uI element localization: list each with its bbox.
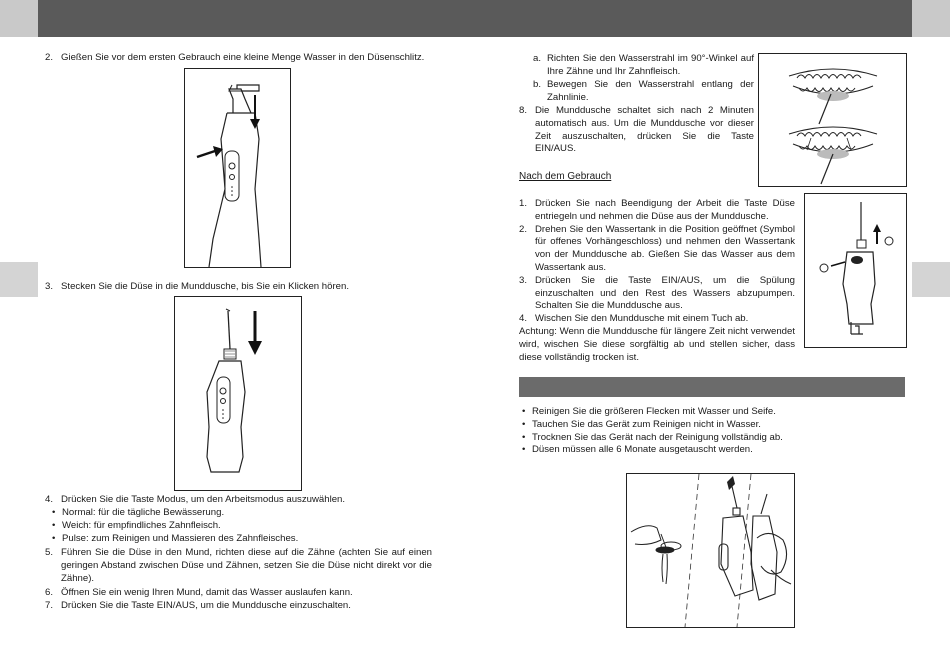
- figure-fill-water: [184, 68, 291, 268]
- after-step-4: 4. Wischen Sie den Munddusche mit einem Tuch ab.: [519, 313, 749, 325]
- after-step-1: 1. Drücken Sie nach Beendigung der Arbeit die Taste Düse entriegeln und nehmen die Düse aus der Munddusche.: [519, 198, 795, 222]
- mode-soft: • Weich: für empfindliches Zahnfleisch.: [52, 519, 221, 531]
- cleaning-item-3: • Trocknen Sie das Gerät nach der Reinigung vollständig ab.: [522, 431, 783, 443]
- step-7: 7. Drücken Sie die Taste EIN/AUS, um die Munddusche einzuschalten.: [45, 600, 351, 611]
- after-step-3: 3. Drücken Sie die Taste EIN/AUS, um die Spülung einzuschalten und den Rest des Wassers abzupumpen. Schalten Sie die Munddusche aus.: [519, 274, 795, 312]
- figure-teeth-jet: [758, 53, 907, 187]
- step-4: 4. Drücken Sie die Taste Modus, um den Arbeitsmodus auszuwählen.: [45, 494, 346, 505]
- cleaning-section-bar: [519, 377, 905, 397]
- figure-insert-nozzle: [174, 296, 302, 491]
- cleaning-item-2: • Tauchen Sie das Gerät zum Reinigen nicht in Wasser.: [522, 418, 761, 430]
- substep-a: a. Richten Sie den Wasserstrahl im 90°-Winkel auf Ihre Zähne und Ihr Zahnfleisch.: [533, 53, 754, 77]
- cleaning-item-1: • Reinigen Sie die größeren Flecken mit Wasser und Seife.: [522, 406, 776, 417]
- after-use-steps: [519, 198, 795, 364]
- mode-normal: • Normal: für die tägliche Bewässerung.: [52, 507, 225, 518]
- after-use-heading: Nach dem Gebrauch: [519, 171, 612, 182]
- side-tab-left: [0, 262, 38, 297]
- mode-pulse: • Pulse: zum Reinigen und Massieren des Zahnfleisches.: [52, 532, 299, 544]
- step-6: 6. Öffnen Sie ein wenig Ihren Mund, damit das Wasser auslaufen kann.: [45, 587, 353, 598]
- step-8: 8. Die Munddusche schaltet sich nach 2 Minuten automatisch aus. Um die Munddusche vor dieser Zeit auszuschalten, drücken Sie die Taste EIN/AUS.: [519, 105, 754, 155]
- device-release-illustration: [805, 194, 906, 347]
- figure-remove-nozzle: [804, 193, 907, 348]
- step-3: 3. Stecken Sie die Düse in die Munddusche, bis Sie ein Klicken hören.: [45, 281, 349, 292]
- mode-list: [52, 507, 432, 545]
- cleaning-list: [522, 406, 902, 457]
- caution-text: Achtung: Wenn die Munddusche für längere Zeit nicht verwendet wird, wischen Sie diese sorgfältig ab und stellen sicher, dass diese vollständig trocken ist.: [519, 325, 795, 363]
- figure-cleaning: [626, 473, 795, 628]
- step-5: 5. Führen Sie die Düse in den Mund, richten diese auf die Zähne (achten Sie auf einen geringen Abstand zwischen Düse und Zähnen, setzen Sie die Düse nicht direkt vor die Zähne).: [45, 547, 432, 584]
- header-cap-right: [912, 0, 950, 37]
- cleaning-item-4: • Düsen müssen alle 6 Monate ausgetauscht werden.: [522, 444, 753, 456]
- teeth-illustration: [759, 54, 906, 186]
- after-step-2: 2. Drehen Sie den Wassertank in die Position geöffnet (Symbol für offenes Vorhängeschloss) und nehmen den Wassertank von der Munddusche ab. Gießen Sie das Wasser aus dem Wassertank aus.: [519, 223, 795, 273]
- step-2: 2. Gießen Sie vor dem ersten Gebrauch eine kleine Menge Wasser in den Düsenschlitz.: [45, 52, 425, 63]
- header-cap-left: [0, 0, 38, 37]
- device-nozzle-illustration: [175, 297, 301, 490]
- device-fill-illustration: [185, 69, 290, 267]
- page-header-bar: [0, 0, 950, 37]
- cleaning-illustration: [627, 474, 794, 627]
- side-tab-right: [912, 262, 950, 297]
- substep-b: b. Bewegen Sie den Wasserstrahl entlang der Zahnlinie.: [533, 79, 754, 103]
